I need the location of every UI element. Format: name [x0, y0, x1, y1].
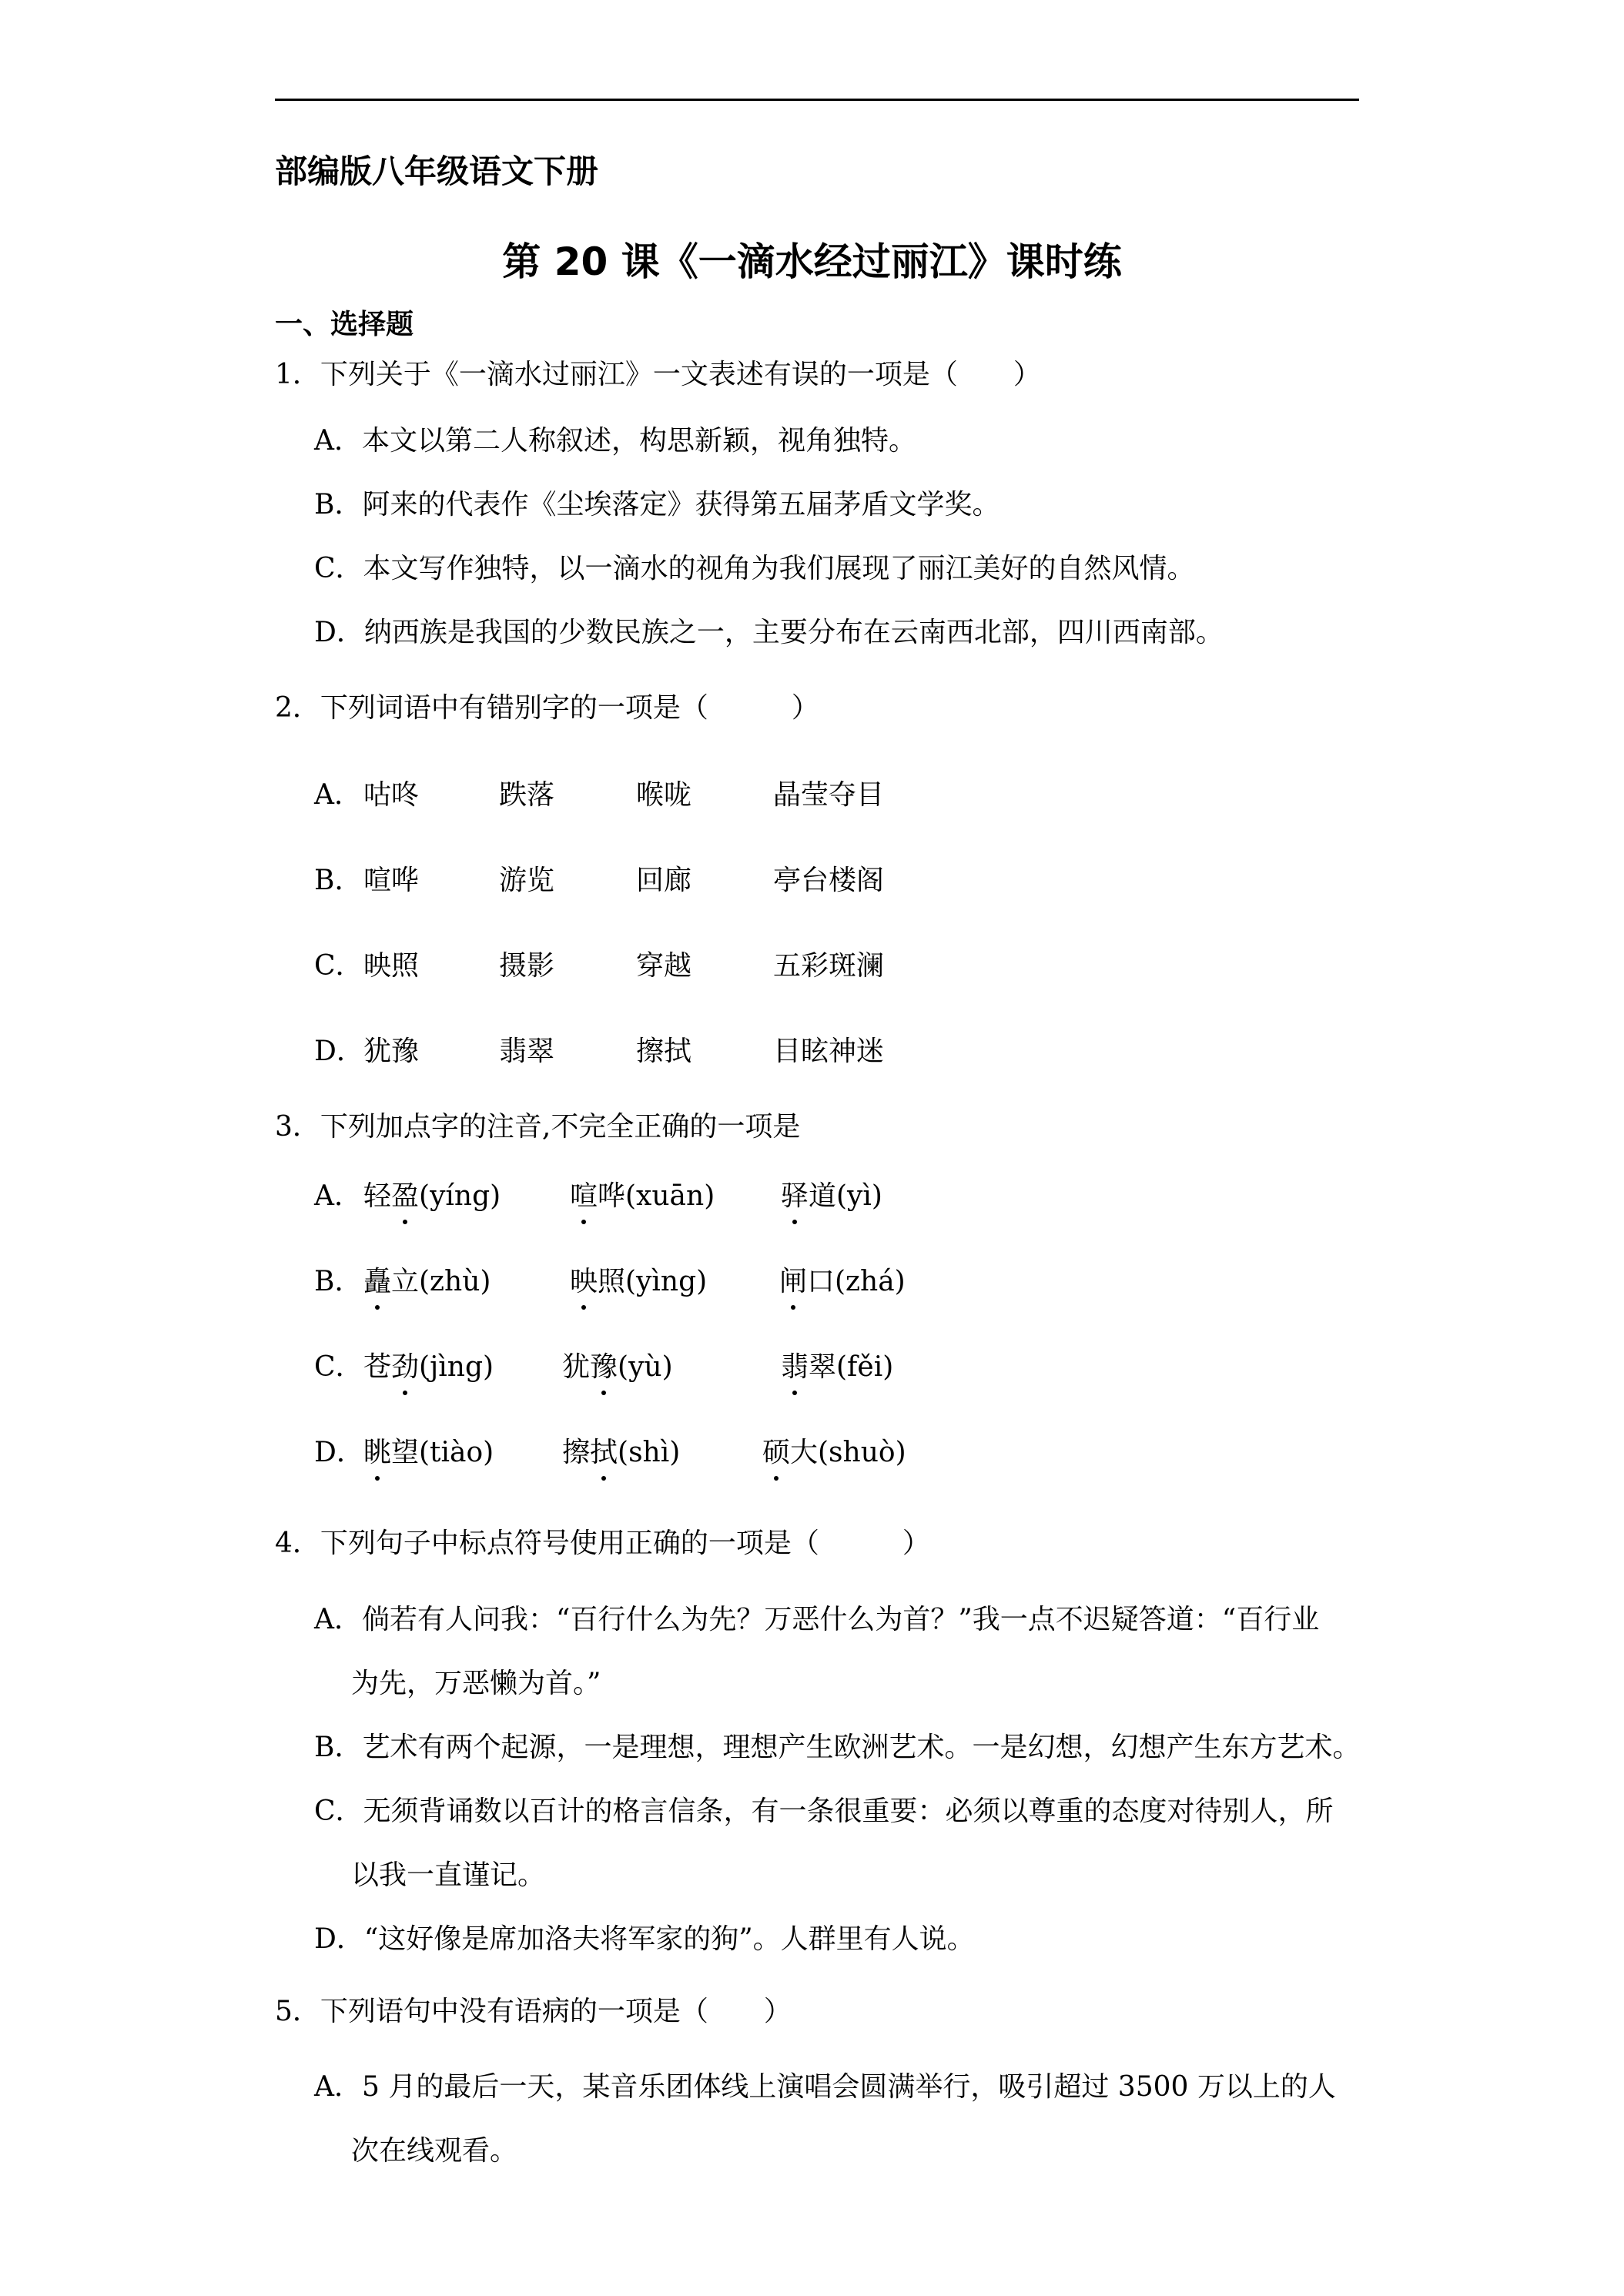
q2-row-c-word-1: 映照	[363, 950, 420, 982]
q2-row-c-word-4: 五彩斑澜	[773, 950, 885, 982]
item-pinyin: 道(yì)	[809, 1180, 882, 1212]
q2-row-a-word-1: 咕咚	[363, 779, 420, 811]
question-4-option-a-line-1: A．倘若有人问我：“百行什么为先？万恶什么为首？”我一点不迟疑答道：“百行业	[314, 1604, 1320, 1635]
q2-row-d-word-2: 翡翠	[499, 1036, 555, 1067]
question-2-stem: 2．下列词语中有错别字的一项是（ ）	[275, 692, 819, 724]
question-1-option-d: D．纳西族是我国的少数民族之一，主要分布在云南西北部，四川西南部。	[314, 617, 1224, 648]
q2-row-d-word-3: 擦拭	[636, 1036, 692, 1067]
q3-row-c-item-3	[781, 1345, 893, 1384]
q3-row-a-item-3	[781, 1174, 882, 1213]
item-pinyin: 哗(xuān)	[598, 1180, 715, 1212]
item-text: 轻	[363, 1180, 392, 1212]
q3-row-a-item-2	[570, 1174, 715, 1213]
q2-row-b-word-3: 回廊	[636, 865, 692, 896]
dotted-character: 闸	[779, 1260, 807, 1299]
question-4-option-d: D．“这好像是席加洛夫将军家的狗”。人群里有人说。	[314, 1923, 975, 1955]
question-1-option-b: B．阿来的代表作《尘埃落定》获得第五届茅盾文学奖。	[314, 489, 1000, 520]
q2-row-d-word-4: 目眩神迷	[773, 1036, 885, 1067]
q3-row-b-label: B．	[314, 1266, 363, 1297]
item-pinyin: 大(shuò)	[790, 1437, 906, 1468]
q3-row-c-label: C．	[314, 1351, 363, 1383]
q3-row-a-item-1	[363, 1174, 501, 1213]
question-1-option-a: A．本文以第二人称叙述，构思新颖，视角独特。	[314, 425, 916, 457]
q2-row-b-word-1: 喧哗	[363, 865, 420, 896]
item-text: 擦	[562, 1437, 591, 1468]
q3-row-a-label: A．	[314, 1180, 362, 1212]
q2-row-a-word-3: 喉咙	[636, 779, 692, 811]
dotted-character: 硕	[762, 1431, 790, 1470]
question-4-option-a-line-2: 为先，万恶懒为首。”	[351, 1668, 601, 1699]
section-heading: 一、选择题	[275, 309, 414, 340]
dotted-character: 拭	[590, 1431, 618, 1470]
question-5-option-a-line-2: 次在线观看。	[351, 2135, 518, 2167]
series-heading: 部编版八年级语文下册	[275, 152, 599, 190]
q2-row-b-label: B．	[314, 865, 363, 896]
lesson-title: 第 20 课《一滴水经过丽江》课时练	[502, 239, 1122, 284]
item-pinyin: (jìng)	[419, 1351, 494, 1383]
dotted-character: 眺	[363, 1431, 391, 1470]
item-pinyin: 翠(fěi)	[809, 1351, 894, 1383]
dotted-character: 劲	[391, 1345, 419, 1384]
question-1-option-c: C．本文写作独特，以一滴水的视角为我们展现了丽江美好的自然风情。	[314, 553, 1195, 584]
q2-row-d-word-1: 犹豫	[363, 1036, 420, 1067]
dotted-character: 驿	[781, 1174, 809, 1213]
q3-row-c-item-2	[562, 1345, 673, 1384]
q3-row-d-label: D．	[314, 1437, 364, 1468]
question-5-option-a-line-1: A．5 月的最后一天，某音乐团体线上演唱会圆满举行，吸引超过 3500 万以上的人	[314, 2071, 1336, 2103]
dotted-character: 喧	[570, 1174, 598, 1213]
item-pinyin: 望(tiào)	[391, 1437, 494, 1468]
q3-row-d-item-2	[562, 1431, 680, 1470]
item-pinyin: 口(zhá)	[807, 1266, 906, 1297]
item-pinyin: (yíng)	[419, 1180, 501, 1212]
item-pinyin: 照(yìng)	[598, 1266, 708, 1297]
question-3-stem: 3．下列加点字的注音,不完全正确的一项是	[275, 1111, 801, 1143]
q3-row-b-item-1	[363, 1260, 491, 1299]
dotted-character: 矗	[363, 1260, 391, 1299]
q2-row-a-word-4: 晶莹夺目	[773, 779, 885, 811]
item-text: 苍	[363, 1351, 392, 1383]
dotted-character: 映	[570, 1260, 598, 1299]
question-4-option-c-line-2: 以我一直谨记。	[351, 1859, 546, 1891]
dotted-character: 豫	[590, 1345, 618, 1384]
q2-row-d-label: D．	[314, 1036, 364, 1067]
question-4-option-c-line-1: C．无须背诵数以百计的格言信条，有一条很重要：必须以尊重的态度对待别人，所	[314, 1796, 1334, 1827]
question-5-stem: 5．下列语句中没有语病的一项是（ ）	[275, 1996, 792, 2027]
header-rule	[275, 99, 1359, 101]
q2-row-c-word-3: 穿越	[636, 950, 692, 982]
q2-row-a-word-2: 跌落	[499, 779, 555, 811]
q2-row-c-word-2: 摄影	[499, 950, 555, 982]
item-pinyin: (yù)	[618, 1351, 673, 1383]
dotted-character: 盈	[391, 1174, 419, 1213]
item-pinyin: (shì)	[618, 1437, 681, 1468]
q3-row-b-item-2	[570, 1260, 707, 1299]
question-4-option-b: B．艺术有两个起源，一是理想，理想产生欧洲艺术。一是幻想，幻想产生东方艺术。	[314, 1732, 1361, 1763]
item-pinyin: 立(zhù)	[391, 1266, 491, 1297]
q2-row-b-word-4: 亭台楼阁	[773, 865, 885, 896]
q3-row-d-item-3	[762, 1431, 906, 1470]
question-4-stem: 4．下列句子中标点符号使用正确的一项是（ ）	[275, 1528, 930, 1559]
dotted-character: 翡	[781, 1345, 809, 1384]
q3-row-d-item-1	[363, 1431, 494, 1470]
item-text: 犹	[562, 1351, 591, 1383]
q2-row-b-word-2: 游览	[499, 865, 555, 896]
q2-row-c-label: C．	[314, 950, 363, 982]
q3-row-b-item-3	[779, 1260, 906, 1299]
q2-row-a-label: A．	[314, 779, 362, 811]
question-1-stem: 1．下列关于《一滴水过丽江》一文表述有误的一项是（ ）	[275, 359, 1041, 390]
q3-row-c-item-1	[363, 1345, 494, 1384]
